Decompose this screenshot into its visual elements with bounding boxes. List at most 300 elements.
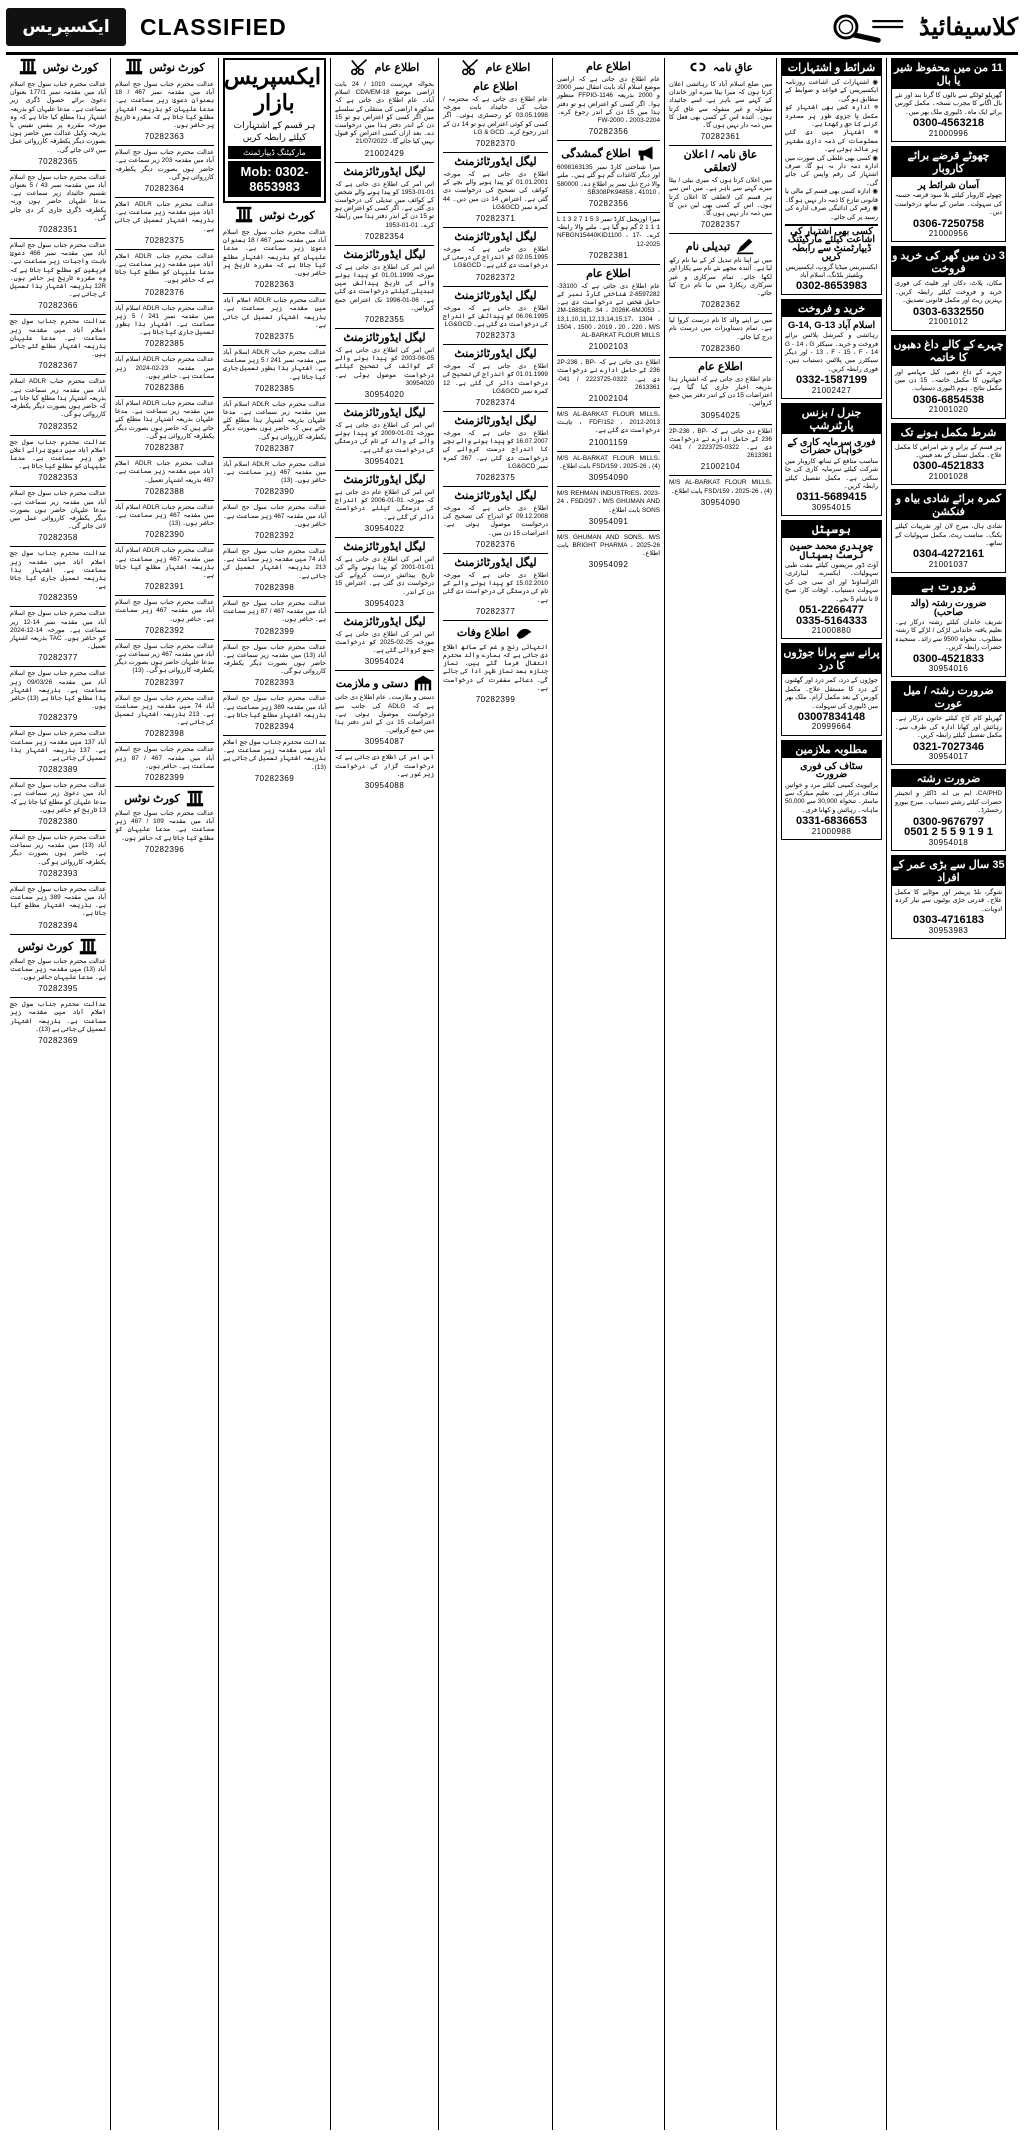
ad-ref: 70282393: [254, 678, 295, 688]
right-ad-phone[interactable]: 0303-6332550: [913, 305, 984, 318]
ad-ref: 30954023: [364, 598, 405, 608]
court-notice-header-5: [223, 206, 326, 224]
bazar-marked-label: دستی و ملازمت: [335, 677, 409, 690]
ad-block: [115, 501, 214, 545]
right-ad-phone-2[interactable]: 0501 2 5 5 9 1 9 1: [904, 826, 993, 839]
right-ad-body: [892, 886, 1005, 938]
ad-body: عدالت محترم جناب سول جج اسلام آباد میں مقدمہ زیر سماعت ہے۔ اشتہار ہذا بذریعہ تعمیل جاری کیا جاتا ہے۔: [10, 550, 106, 591]
right-ad-title: پرانے سے پرانا جوڑوں کا درد: [782, 644, 881, 674]
right-ad-text: جوڑوں کے درد، کمر درد اور گھٹنوں کے درد کا مستقل علاج۔ مکمل کورس کے بعد مکمل آرام۔ ملک بھر میں ڈلیوری کی سہولت۔: [785, 677, 878, 710]
ad-block: [335, 751, 434, 794]
ad-head: لیگل ایڈورٹائزمنٹ: [454, 556, 537, 569]
columns-container: [6, 58, 1018, 2130]
ad-ref: 70282374: [475, 398, 516, 408]
right-ad-phone[interactable]: 0311-5689415: [796, 491, 867, 504]
ad-ref: 70282354: [364, 231, 405, 241]
right-ad[interactable]: [891, 577, 1006, 677]
ad-block: [669, 234, 772, 314]
condition-line: ◉ ادارہ کسی بھی اشتہار کو مکمل یا جزوی طور پر مسترد کرنے کا حق رکھتا ہے۔: [785, 104, 878, 129]
right-ad[interactable]: [891, 855, 1006, 939]
right-ad-phone[interactable]: 0300-4563218: [913, 117, 984, 130]
death-notice-label: اطلاع وفات: [456, 627, 510, 640]
ad-block: [10, 375, 106, 435]
ad-ref: 70282389: [38, 765, 78, 775]
ad-ref: 70282394: [254, 721, 295, 731]
ad-ref: 70282375: [475, 473, 516, 483]
name-change-header: [669, 237, 772, 255]
general-notice-label: اطلاع عام: [485, 61, 531, 74]
ad-ref: 70282357: [700, 220, 741, 230]
right-ad-phone[interactable]: 03007834148: [797, 710, 866, 723]
ad-block: [223, 398, 326, 458]
right-ad[interactable]: [781, 643, 882, 735]
ad-ref: 70282391: [144, 582, 185, 592]
ad-ref: 70282387: [144, 443, 185, 453]
scissors-icon: [461, 58, 481, 76]
ad-block: [10, 727, 106, 779]
right-ad-phone[interactable]: 0321-7027346: [913, 740, 984, 753]
ad-ref: 70282399: [254, 626, 295, 636]
ad-ref: 70282390: [144, 530, 185, 540]
classified-title-en: CLASSIFIED: [140, 13, 287, 40]
ad-ref: 70282394: [38, 920, 78, 930]
right-ad-body: [892, 787, 1005, 849]
ad-block: [10, 935, 106, 999]
column-6: [552, 58, 664, 2130]
ad-ref: 70282377: [38, 653, 78, 663]
ad-ref: 70282375: [254, 332, 295, 342]
bazar-marked-header: [335, 674, 434, 692]
ad-ref: 70282381: [588, 250, 629, 260]
right-ad-title: جنرل / بزنس پارٹنرشپ: [782, 404, 881, 434]
promo-phone[interactable]: Mob: 0302-8653983: [228, 161, 321, 197]
right-ad-phone[interactable]: 0304-4272161: [913, 548, 984, 561]
right-ad-text: چھوٹے کاروبار کیلئے بلا سود قرضہ حسنہ کی سہولت۔ ضامن کے ساتھ درخواست دیں۔: [895, 192, 1002, 217]
ad-block: [335, 404, 434, 471]
ad-block: [223, 736, 326, 787]
ad-ref: 70282398: [144, 729, 185, 739]
ad-body: M/S AL-BARKAT FLOUR MILLS، FSD/159 ، 2025-26 ، (4) بابت اطلاع۔: [557, 454, 660, 470]
right-ad-body: [782, 434, 881, 515]
ad-head: لیگل ایڈورٹائزمنٹ: [343, 615, 426, 628]
right-ad[interactable]: [891, 335, 1006, 419]
ad-ref: 70282388: [144, 486, 185, 496]
ad-body: عدالت محترم جناب سول جج اسلام آباد میں مقدمہ نمبر 177/1 بعنوان دعویٰ برائے حصول ڈگری زیر سماعت ہے۔ مدعا علیہان کو بذریعہ اشتہار ہذا مطلع کیا جاتا ہے کہ وہ مورخہ مقررہ پر بنفس نفیس یا بذریعہ وکیل عدالت میں حاضر ہوں بصورت دیگر یکطرفہ کارروائی عمل میں لائی جائے گی۔: [10, 81, 106, 154]
ad-body: عدالت محترم جناب سول جج اسلام آباد میں مقدمہ 09/03/26 زیر سماعت ہے۔ بذریعہ اشتہار ہذا مطلع کیا جاتا ہے (13) حاضر ہوں۔: [10, 670, 106, 711]
ad-body: عدالت محترم جناب ADLR اسلام آباد میں مقدمہ 23-02-2024 زیر سماعت ہے۔ حاضر ہوں۔: [115, 356, 214, 380]
ad-body: عدالت محترم جناب سول جج اسلام آباد میں مقدمہ 467 / 87 زیر سماعت ہے۔ حاضر ہوں۔: [223, 599, 326, 624]
ad-block: [669, 314, 772, 358]
ad-ref: 70282399: [144, 772, 185, 782]
ad-block: [10, 78, 106, 171]
right-ad[interactable]: [891, 58, 1006, 142]
ad-head: اطلاع عام: [473, 81, 518, 93]
ad-block: [669, 358, 772, 425]
ad-block: [335, 538, 434, 613]
right-ad-text: گھریلو ٹوٹکے سے بالوں کا گرنا بند اور نئے بال اگانے کا مجرب نسخہ۔ مکمل کورس برائے ایک ماہ۔ ڈلیوری ملک بھر میں۔: [895, 92, 1002, 116]
ad-block: [223, 501, 326, 545]
right-ad-body: [892, 89, 1005, 141]
ad-body: اس امر کی اطلاع دی جاتی ہے کہ مورخہ 01.01.1999 کو پیدا ہونے والے کی تاریخ پیدائش میں تبدیلی کیلئے درخواست دی گئی ہے۔ 06-01-1996 تک اعتراض جمع کروائیں۔: [335, 263, 435, 312]
right-ad-ref: 20999664: [811, 722, 852, 732]
right-ad-ref: 30954015: [811, 502, 852, 512]
ad-body: بحوالہ فہرست 1010 / 24 بابت اراضی موضع CDA/EM-18 اسلام آباد۔ عام اطلاع دی جاتی ہے کہ مذکورہ اراضی کی منتقلی کے سلسلے میں اگر کسی کو اعتراض ہو تو 15 دن کے اندر دفتر ہذا میں درخواست دے۔ بعد ازاں کسی اعتراض کو قبول نہیں کیا جائے گا۔ 21/07/2022: [335, 81, 434, 146]
right-ad[interactable]: [891, 246, 1006, 330]
right-ad-ref: 21000880: [811, 625, 852, 635]
ad-ref: 30954090: [588, 473, 629, 483]
ad-ref: 70282372: [475, 272, 516, 282]
ad-ref: 30954020: [364, 390, 405, 400]
ad-body: اس امر کی اطلاع دی جاتی ہے کہ درخواست گزار کی درخواست زیر غور ہے۔: [335, 754, 434, 778]
death-notice-header: [443, 624, 548, 642]
ad-body: عدالت محترم جناب سول جج اسلام آباد میں مقدمہ 109 / 467 زیر سماعت ہے۔ مدعا علیہان کو مطلع کیا جاتا ہے کہ حاضر ہوں۔: [115, 809, 214, 842]
ad-ref: 70282375: [144, 235, 185, 245]
court-notice-label: کورٹ نوٹس: [42, 61, 99, 74]
ad-body: عدالت محترم جناب سول جج اسلام آباد میں دعویٰ زیر سماعت ہے۔ مدعا علیہان کو مطلع کیا جاتا ہے کہ 13 تاریخ کو حاضر ہوں۔: [10, 782, 106, 814]
ad-body: عدالت محترم جناب ADLR اسلام آباد میں مقدمہ نمبر 241 / 5 زیر سماعت ہے۔ اشتہار ہذا بطور تعمیل جاری کیا جاتا ہے۔: [115, 304, 215, 337]
right-ad-text: پرائیویٹ کمپنی کیلئے مرد و خواتین سٹاف درکار ہے۔ تعلیم میٹرک سے ماسٹر۔ تنخواہ 30,000 سے 50,000 ماہانہ۔ رہائش و کھانا فری۔: [785, 781, 878, 814]
right-ad-ref: 30953983: [928, 925, 969, 935]
ad-head: لیگل ایڈورٹائزمنٹ: [343, 248, 426, 261]
right-ad-phone[interactable]: 0300-4521833: [913, 460, 984, 473]
right-ad-body: [892, 520, 1005, 572]
express-bazar-promo[interactable]: [223, 58, 326, 203]
conditions-body: [782, 76, 881, 294]
conditions-box: [781, 58, 882, 295]
broken-chain-icon: [688, 58, 708, 76]
ad-body: عدالت محترم جناب ADLR اسلام آباد میں مقدمہ 467 زیر سماعت ہے۔ حاضر ہوں۔ (13): [223, 460, 326, 485]
ad-body: عدالت محترم جناب سول جج اسلام آباد میں مقدمہ زیر سماعت ہے۔ بذریعہ اشتہار تعمیل کی جاتی ہے (13)۔: [10, 1001, 106, 1033]
ad-body: عدالت محترم جناب سول جج اسلام آباد میں مقدمہ زیر سماعت ہے۔ بذریعہ اشتہار تعمیل کی جاتی ہے (13)۔: [223, 738, 326, 771]
ad-head: لیگل ایڈورٹائزمنٹ: [454, 156, 537, 169]
ad-ref: 70282367: [38, 361, 78, 371]
right-ad-title: 3 دن میں گھر کی خرید و فروخت: [892, 247, 1005, 277]
ad-block: [335, 471, 434, 538]
right-ad-body: [892, 366, 1005, 418]
ad-ref: 70282363: [254, 280, 295, 290]
ad-body: عدالت محترم جناب سول جج اسلام آباد میں مقدمہ زیر سماعت ہے۔ مدعا علیہان بذریعہ اشتہار مطلع کئے جاتے ہیں۔: [10, 318, 106, 359]
ad-ref: 70282392: [254, 531, 295, 541]
ad-ref: 70282392: [144, 625, 185, 635]
ad-block: [115, 596, 214, 640]
ad-block: [223, 641, 326, 693]
right-ad[interactable]: [891, 681, 1006, 765]
ad-block: [443, 412, 548, 487]
conditions-phone[interactable]: [785, 280, 878, 293]
ad-head: اطلاع عام: [698, 360, 743, 373]
ad-block: [223, 597, 326, 641]
ad-block: [669, 425, 772, 477]
ad-block: [223, 458, 326, 502]
ad-ref: 30954091: [588, 516, 629, 526]
right-ad-phone[interactable]: 0306-7250758: [913, 217, 984, 230]
ad-body: عدالت محترم جناب سول جج اسلام آباد میں مقدمہ نمبر 43 / 5 بعنوان تقسیم جائیداد زیر سماعت ہے۔ مدعا علیہان حاضر ہوں ورنہ یکطرفہ ڈگری جاری کر دی جائے گی۔: [10, 173, 106, 222]
ad-body: اس امر کی اطلاع عام دی جاتی ہے کہ مورخہ 01-01-2006 کو اندراج کی درستگی کیلئے درخواست دائر کی گئی ہے۔: [335, 488, 434, 521]
ad-body: میرا شناختی کارڈ نمبر 6098163135 اور دیگر کاغذات گم ہو گئے ہیں۔ ملنے والا درج ذیل نمبر پر اطلاع دے۔ 580000 ، 41010 ، SB308PK94858: [557, 164, 660, 196]
ad-body: M/S REHMAN INDUSTRIES، 2023-24 ، FSD/297 ، M/S GHUMAN AND SONS بابت اطلاع۔: [557, 490, 660, 514]
right-ad-ref: 21000956: [928, 229, 969, 239]
ad-body: M/S AL-BARKAT FLOUR MILLS، FDF/152 ، 2012-2013 ، بابت درخواست دی گئی ہے۔: [557, 411, 660, 435]
right-ad-title: ضرورت رشتہ / میل عورت: [892, 682, 1005, 712]
ad-block: [115, 692, 214, 744]
ad-head: لیگل ایڈورٹائزمنٹ: [454, 490, 537, 503]
right-ad-body: [782, 674, 881, 734]
conditions-title: شرائط و اشتہارات: [782, 59, 881, 76]
ad-block: [443, 487, 548, 554]
right-ad-sub: آسان شرائط پر: [917, 180, 980, 192]
ad-block: [335, 671, 434, 751]
dove-icon: [514, 624, 534, 642]
right-ad[interactable]: [781, 403, 882, 516]
ad-block: [10, 239, 106, 315]
right-ad-ref: 21001037: [928, 559, 969, 569]
ad-ref: 70282390: [254, 487, 295, 497]
ad-ref: 30954090: [700, 497, 741, 507]
ad-block: [115, 743, 214, 787]
ad-ref: 70282369: [254, 773, 295, 783]
ad-block: [443, 78, 548, 153]
right-ad[interactable]: [891, 423, 1006, 486]
express-logo: [6, 8, 126, 46]
ad-ref: 70282387: [254, 443, 295, 453]
ad-block: [10, 547, 106, 607]
ad-ref: 70282379: [38, 713, 78, 723]
right-ad-ref: 21000996: [928, 128, 969, 138]
right-ad-text: رہائشی و کمرشل پلاٹس برائے فروخت و خرید۔ سیکٹر G - 14 ، G - 13 ، F - 15 ، F - 14 اور دیگر سیکٹرز میں پلاٹس دستیاب ہیں۔ فوری رابطہ کریں۔: [785, 332, 879, 373]
ad-body: اطلاع دی جاتی ہے کہ 2P-236 ، BP-236 کے حامل ادارے نے درخواست دی ہے۔ 0322-2223725 / 041-2613361: [669, 427, 773, 460]
court-notice-header-1: [10, 58, 106, 76]
right-ad-phone[interactable]: 0332-1587199: [796, 374, 867, 387]
ad-body: عام اطلاع دی جاتی ہے کہ اراضی موضع اسلام آباد بابت انتقال نمبر 2000 و 2000 بذریعہ FFPIG-1146 منظور ہوا۔ اگر کسی کو اعتراض ہو تو دفتر ہذا میں 15 دن کے اندر رجوع کرے۔ 2204-FW-2000 ، 2003: [557, 76, 660, 125]
gavel-icon: [78, 938, 98, 956]
ad-block: [10, 779, 106, 831]
right-ad-phone[interactable]: 0303-4716183: [913, 914, 984, 927]
ad-body: اس امر کی اطلاع دی جاتی ہے کہ مورخہ 01-01-2009 کو پیدا ہونے والے کے والد کے نام کی درستگی کی درخواست دی گئی ہے۔: [335, 422, 434, 454]
ad-body: عدالت محترم جناب ADLR اسلام آباد میں مقدمہ زیر سماعت ہے۔ مدعا علیہان بذریعہ اشتہار ہذا مطلع کئے جاتے ہیں کہ حاضر ہوں بصورت دیگر یکطرفہ کارروائی ہو گی۔: [115, 400, 214, 440]
right-ad-ref: 30954017: [928, 752, 969, 762]
ad-body: عدالت محترم جناب سول جج اسلام آباد میں مقدمہ 467 زیر سماعت ہے۔ مدعا علیہان حاضر ہوں بصورت دیگر یکطرفہ کارروائی ہو گی۔ (13): [115, 642, 214, 675]
ad-block: [557, 531, 660, 574]
ad-block: [443, 554, 548, 621]
ad-ref: 70282396: [144, 844, 185, 854]
ad-body: اس امر کی اطلاع دی جاتی ہے کہ 01-01-2001 کو پیدا ہونے والے کی تاریخ پیدائش درست کروانے کی درخواست دی گئی ہے۔ اعتراض 15 دن کے اندر۔: [335, 555, 434, 596]
ad-body: عدالت محترم جناب سول جج اسلام آباد میں مقدمہ 467 زیر سماعت ہے۔ حاضر ہوں۔: [223, 504, 326, 528]
ad-body: عدالت محترم جناب سول جج اسلام آباد (13) میں مقدمہ زیر سماعت ہے۔ حاضر ہوں بصورت دیگر یکطرفہ کارروائی ہو گی۔: [223, 643, 326, 676]
scissors-icon: [350, 58, 370, 76]
ad-ref: 70282371: [475, 214, 516, 224]
ad-head: لیگل ایڈورٹائزمنٹ: [454, 289, 537, 302]
ad-ref: 70282363: [144, 132, 185, 142]
court-notice-header-2: [10, 938, 106, 956]
ad-ref: 30954021: [364, 456, 405, 466]
ad-body: عدالت محترم جناب سول جج اسلام آباد میں مقدمہ نمبر 14-12 زیر سماعت ہے۔ مورخہ 14-12-2024 کو حاضر ہوں۔ TAC بذریعہ اشتہار تعمیل۔: [10, 610, 106, 651]
ad-ref: 21001159: [589, 437, 628, 447]
ad-block: [10, 883, 106, 935]
ad-head: لیگل ایڈورٹائزمنٹ: [343, 540, 426, 553]
ad-body: اطلاع دی جاتی ہے کہ مورخہ 09.12.2008 کو اندراج کی تصحیح کی درخواست موصول ہوئی ہے۔ اعتراضات 15 دن میں۔: [443, 505, 548, 537]
ad-body: عام اطلاع دی جاتی ہے کہ اشتہار ہذا بذریعہ اخبار جاری کیا گیا ہے۔ اعتراضات 15 دن کے اندر دفتر میں جمع کروائیں۔: [669, 375, 773, 408]
ad-block: [115, 302, 214, 354]
ad-block: [115, 457, 214, 501]
ad-ref: 30954087: [364, 737, 405, 747]
ad-body: میں ضلع اسلام آباد کا رہائشی اعلان کرتا ہوں کہ میرا بیٹا میرے اور خاندان کے کہنے سے باہر ہے، اسے جائیداد منقولہ و غیر منقولہ سے عاق کرتا ہوں۔ آئندہ اس کے کسی بھی فعل کا میں ذمہ دار نہیں ہوں گا۔: [669, 81, 772, 130]
column-8: [776, 58, 886, 2130]
ad-body: عام اطلاع دی جاتی ہے کہ محترمہ / جناب کی جائیداد بابت مورخہ 03.05.1998 کو رجسٹری ہوئی۔ اگر کسی کو کوئی اعتراض ہو تو 14 دن کے اندر رجوع کرے۔ LG & GCD: [443, 96, 548, 136]
ad-ref: 21002104: [700, 462, 741, 472]
right-ad-body: [892, 177, 1005, 241]
ad-ref: 70282380: [38, 817, 78, 826]
ad-body: M/S AL-BARKAT FLOUR MILLS، FSD/159 ، 2025-26 ، (4) بابت اطلاع۔: [669, 479, 772, 495]
ad-block: [557, 265, 660, 356]
ad-block: [443, 228, 548, 287]
right-ad[interactable]: [781, 299, 882, 399]
ad-block: [335, 329, 434, 404]
ad-block: [669, 146, 772, 234]
ad-block: [335, 78, 434, 163]
masthead: [6, 4, 1018, 55]
ad-body: اطلاع دی جاتی ہے کہ مورخہ 01.01.2001 کو پیدا ہونے والے بچے کے کوائف کی تصحیح کی درخواست دی گئی ہے۔ اعتراض 14 دن میں دیں۔ 44 کمرہ نمبر LG&GCD: [443, 171, 548, 211]
right-ad-ref: 21001020: [928, 405, 969, 415]
ad-block: [557, 58, 660, 141]
magnifier-icon: [821, 10, 909, 44]
ad-block: [115, 353, 214, 397]
ad-body: اطلاع دی جاتی ہے کہ مورخہ 16.07.2007 کو پیدا ہونے والے بچے کا اندراج درست کروانے کی درخواست دی گئی ہے۔ 267 کمرہ نمبر LG&GCD: [443, 430, 548, 470]
lost-notice-label: اطلاع گمشدگی: [561, 147, 631, 160]
ad-block: [115, 198, 214, 250]
gavel-icon: [185, 790, 205, 808]
right-ad-phone[interactable]: 051-2266477: [799, 604, 864, 617]
ad-ref: 21002104: [588, 394, 629, 404]
ad-block: [557, 408, 660, 452]
ad-body: اطلاع دی جاتی ہے کہ مورخہ 02.05.1995 کو اندراج کی درستی کی درخواست دی گئی ہے۔ LG&GCD: [443, 246, 548, 270]
ad-body: میں نے اپنے والد کا نام درست کروا لیا ہے۔ تمام دستاویزات میں درست نام درج کیا جائے۔: [669, 317, 772, 341]
ad-head: لیگل ایڈورٹائزمنٹ: [343, 473, 426, 486]
right-ad-ref: 30954018: [928, 837, 969, 847]
gavel-icon: [18, 58, 38, 76]
gavel-icon: [124, 58, 144, 76]
right-ad[interactable]: [891, 769, 1006, 850]
right-ad-text: ہر قسم کے پرانے و نئے امراض کا مکمل علاج۔ مکمل تسلی کے بعد فیس۔: [895, 443, 1002, 459]
ad-head: لیگل ایڈورٹائزمنٹ: [343, 407, 426, 420]
ad-ref: 30954022: [364, 523, 405, 533]
ad-ref: 70282376: [475, 539, 516, 549]
ad-ref: 70282359: [38, 593, 78, 603]
ad-body: عدالت محترم جناب سول جج اسلام آباد میں مقدمہ 203 زیر سماعت ہے۔ حاضر ہوں بصورت دیگر یکطرفہ کارروائی ہو گی۔: [115, 149, 214, 181]
ad-body: عدالت محترم جناب ADLR اسلام آباد میں مقدمہ زیر سماعت ہے۔ 467 بذریعہ اشتہار تعمیل۔: [115, 460, 214, 484]
ad-body: عدالت محترم جناب ADLR اسلام آباد میں مقدمہ نمبر 241 / 5 زیر سماعت ہے۔ اشتہار ہذا بطور تعمیل جاری کیا جاتا ہے۔: [223, 349, 326, 381]
right-ad[interactable]: [891, 489, 1006, 573]
right-ad-title: ضرورت رشتہ: [892, 770, 1005, 787]
right-ad-text: آؤٹ ڈور مریضوں کیلئے مفت طبی سہولیات۔ ایکسرے، لیبارٹری، الٹراساؤنڈ اور ای سی جی کی سہولت دستیاب۔ اوقات کار: صبح 9 تا شام 5 بجے۔: [785, 562, 878, 603]
ad-ref: 70282377: [475, 606, 516, 616]
right-ad-phone[interactable]: 0300-4521833: [913, 652, 984, 665]
ad-body: اطلاع دی جاتی ہے کہ مورخہ 06.06.1995 کو پیدائش کے اندراج کی درخواست دی گئی ہے۔ LG&GCD: [443, 304, 548, 329]
right-ad[interactable]: [781, 520, 882, 639]
ad-body: عدالت محترم جناب سول جج اسلام آباد 74 میں مقدمہ زیر سماعت ہے۔ 213 بذریعہ اشتہار تعمیل کی جاتی ہے۔: [115, 694, 214, 727]
ad-head: لیگل ایڈورٹائزمنٹ: [343, 332, 426, 345]
ad-block: [10, 998, 106, 1049]
right-ad-phone[interactable]: 0331-6836653: [796, 815, 867, 828]
ad-block: [223, 545, 326, 597]
ad-block: [10, 667, 106, 727]
ad-body: عدالت محترم جناب ADLR اسلام آباد میں مقدمہ زیر سماعت ہے۔ بذریعہ اشتہار تعمیل کی جاتی ہے۔: [223, 297, 327, 329]
right-ad-body: [892, 441, 1005, 485]
condition-line: ◉ اشتہار میں دی گئی معلومات کی ذمہ داری مشتہر پر عائد ہوتی ہے۔: [785, 129, 878, 154]
column-7: [664, 58, 776, 2130]
ad-block: [115, 78, 214, 146]
right-ad-title: خرید و فروخت: [782, 300, 881, 317]
ad-body: عدالت محترم جناب سول جج اسلام آباد (13) میں مقدمہ زیر سماعت ہے۔ مدعا علیہان حاضر ہوں۔: [10, 957, 106, 982]
right-ad-title: 11 من میں محفوظ شیر یا بال: [892, 59, 1005, 89]
ad-block: [335, 613, 434, 672]
ad-body: عدالت محترم جناب سول جج اسلام آباد 74 میں مقدمہ زیر سماعت ہے۔ 213 بذریعہ اشتہار تعمیل کی جاتی ہے۔: [223, 548, 326, 580]
ad-block: [443, 621, 548, 708]
right-ad[interactable]: [891, 146, 1006, 242]
ad-body: عدالت محترم جناب ADLR اسلام آباد میں مقدمہ زیر سماعت ہے۔ مدعا علیہان کو مطلع کیا جاتا ہے کہ حاضر ہوں۔: [115, 252, 214, 285]
ad-head: عاق نامہ / اعلان لاتعلقی: [683, 149, 758, 175]
ad-body: میں اعلان کرتا ہوں کہ میری بیٹی / بیٹا میرے کہنے سے باہر ہے۔ میں اس سے ہر قسم کی لاتعلقی کا اعلان کرتا ہوں۔ اس کے کسی بھی لین دین کا میں ذمہ دار نہیں ہوں گا۔: [669, 177, 772, 218]
right-ad-phone-2[interactable]: 0335-5164333: [796, 614, 867, 627]
ad-block: [115, 146, 214, 198]
ad-body: اس امر کی اطلاع دی جاتی ہے کہ مورخہ 25-02-2025 کو درخواست جمع کروائی گئی ہے۔: [335, 630, 434, 655]
column-1: [6, 58, 110, 2130]
ad-block: [10, 315, 106, 375]
ad-block: [223, 346, 326, 398]
ad-block: [115, 787, 214, 858]
right-ad-text: مناسب منافع کے ساتھ کاروبار میں شرکت کیلئے سرمایہ کاری کی جا سکتی ہے۔ مکمل تفصیل کیلئے رابطہ کریں۔: [785, 457, 878, 491]
ad-body: میں نے اپنا نام تبدیل کر کے نیا نام رکھ لیا ہے۔ آئندہ مجھے نئے نام سے پکارا اور لکھا جائے۔ تمام سرکاری و غیر سرکاری ریکارڈ میں نیا نام درج کیا جائے۔: [669, 257, 772, 298]
right-ad-ref: 21002427: [811, 385, 852, 395]
ad-block: [443, 345, 548, 412]
right-ad-text: شوگر، بلڈ پریشر اور موٹاپے کا مکمل علاج۔ قدرتی جڑی بوٹیوں سے تیار کردہ ادویات۔: [895, 888, 1002, 913]
promo-title: ایکسپریس بازار: [224, 64, 321, 115]
ad-block: [115, 640, 214, 692]
promo-department: مارکیٹنگ ڈیپارٹمنٹ: [228, 146, 321, 159]
ad-ref: 30954024: [364, 657, 405, 667]
megaphone-icon: [636, 144, 656, 162]
ad-block: [443, 287, 548, 346]
gavel-icon: [234, 206, 254, 224]
ad-ref: 70282356: [588, 199, 629, 209]
right-ad-phone[interactable]: 0306-6854538: [913, 393, 984, 406]
ad-ref: 70282399: [475, 694, 516, 704]
ad-ref: 70282353: [38, 473, 78, 483]
right-ad-title: چھوٹے قرضے برائے کاروبار: [892, 147, 1005, 177]
ad-body: اطلاع دی جاتی ہے کہ مورخہ 01.01.1999 کو اندراج کی تصحیح کی درخواست دائر کی گئی ہے۔ 12 کمرہ نمبر LG&GCD: [443, 363, 548, 395]
ad-ref: 70282356: [588, 127, 629, 137]
ad-block: [557, 356, 660, 408]
right-ad[interactable]: [781, 740, 882, 840]
lost-notice-header: [557, 144, 660, 162]
right-ad-text: گھریلو کام کاج کیلئے خاتون درکار ہے۔ رہائش اور کھانا ادارہ کی طرف سے۔ مکمل تفصیل کیلئے رابطہ کریں۔: [895, 715, 1002, 740]
right-ad-body: [892, 595, 1005, 676]
right-ad-ref: 21000988: [811, 826, 852, 836]
general-notice-label: اطلاع عام: [374, 61, 420, 74]
ad-block: [335, 246, 434, 329]
right-ad-sub: ضرورت رشتہ (والد صاحب): [910, 598, 987, 618]
ad-block: [223, 692, 326, 736]
right-ad-text: شادی ہال، میرج لان اور تقریبات کیلئے بکنگ۔ مناسب ریٹ، مکمل سہولیات کے ساتھ۔: [895, 523, 1002, 547]
right-ad-body: [892, 277, 1005, 329]
ad-block: [10, 436, 106, 488]
right-ad-phone[interactable]: 0300-9676797: [913, 815, 984, 828]
ad-head: لیگل ایڈورٹائزمنٹ: [454, 231, 537, 244]
ad-block: [557, 487, 660, 531]
ad-ref: 30954088: [364, 780, 405, 790]
ad-ref: 70282370: [475, 139, 516, 149]
ad-head: لیگل ایڈورٹائزمنٹ: [454, 415, 537, 428]
right-ad-sub: چوہدری محمد حسین ٹرسٹ ہسپتال: [789, 541, 874, 561]
